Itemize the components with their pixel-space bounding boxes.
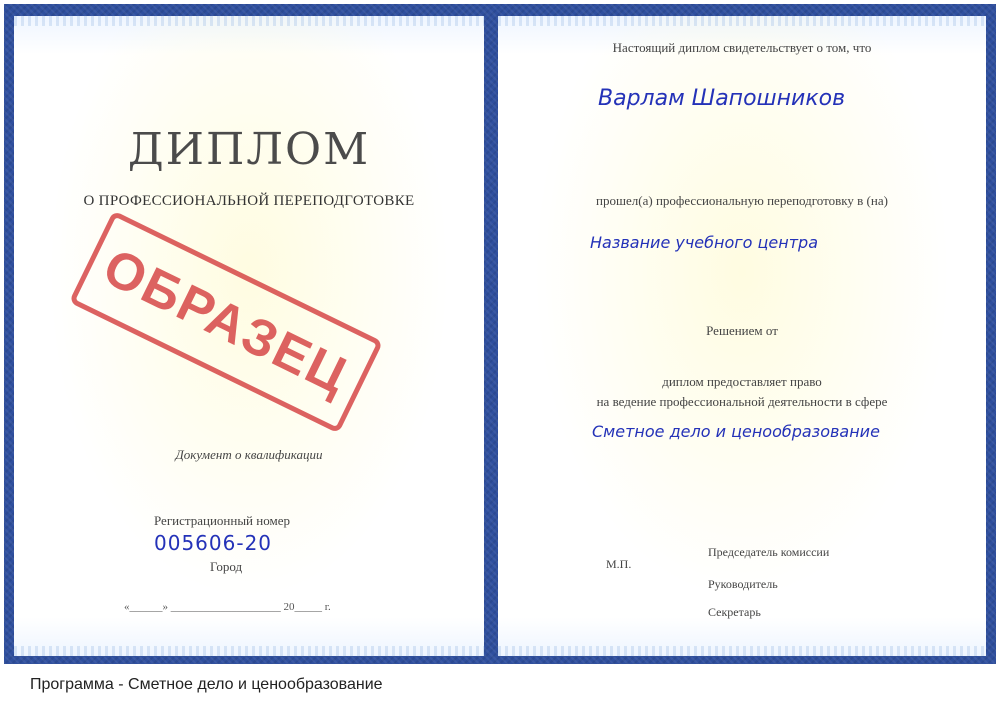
- document-kind: Документ о квалификации: [175, 447, 323, 462]
- bottom-ornament: [498, 646, 986, 656]
- registration-number: 005606-20: [154, 531, 273, 555]
- top-ornament: [14, 16, 484, 26]
- diploma-right-page: [498, 16, 986, 656]
- sample-stamp: [69, 210, 383, 433]
- top-ornament: [498, 16, 986, 26]
- seal-label: М.П.: [606, 557, 632, 571]
- grants-line-1: диплом предоставляет право: [662, 374, 822, 389]
- professional-field: Сметное дело и ценообразование: [592, 422, 880, 441]
- grants-text: [498, 372, 986, 412]
- passed-text: прошел(а) профессиональную переподготовку в (на): [596, 193, 888, 208]
- secretary-label: Секретарь: [708, 605, 761, 619]
- grants-line-2: на ведение профессиональной деятельности в сфере: [596, 394, 888, 409]
- diploma-title: ДИПЛОМ: [127, 124, 371, 175]
- decision-text: Решением от: [706, 323, 778, 338]
- holder-name: Варлам Шапошников: [598, 86, 846, 111]
- registration-label: Регистрационный номер: [154, 513, 290, 528]
- program-caption: Программа - Сметное дело и ценообразование: [30, 676, 383, 693]
- diploma-left-page: [14, 16, 484, 656]
- sample-stamp-text: ОБРАЗЕЦ: [94, 237, 358, 407]
- certify-intro: Настоящий диплом свидетельствует о том, что: [612, 40, 872, 55]
- date-line: «______» ____________________ 20_____ г.: [124, 601, 331, 613]
- diploma-subtitle: О ПРОФЕССИОНАЛЬНОЙ ПЕРЕПОДГОТОВКЕ: [83, 193, 415, 209]
- head-label: Руководитель: [708, 577, 778, 591]
- bottom-ornament: [14, 646, 484, 656]
- chairman-label: Председатель комиссии: [708, 545, 830, 559]
- training-center: Название учебного центра: [590, 233, 819, 252]
- diploma-frame: [4, 4, 996, 664]
- city-label: Город: [210, 559, 243, 574]
